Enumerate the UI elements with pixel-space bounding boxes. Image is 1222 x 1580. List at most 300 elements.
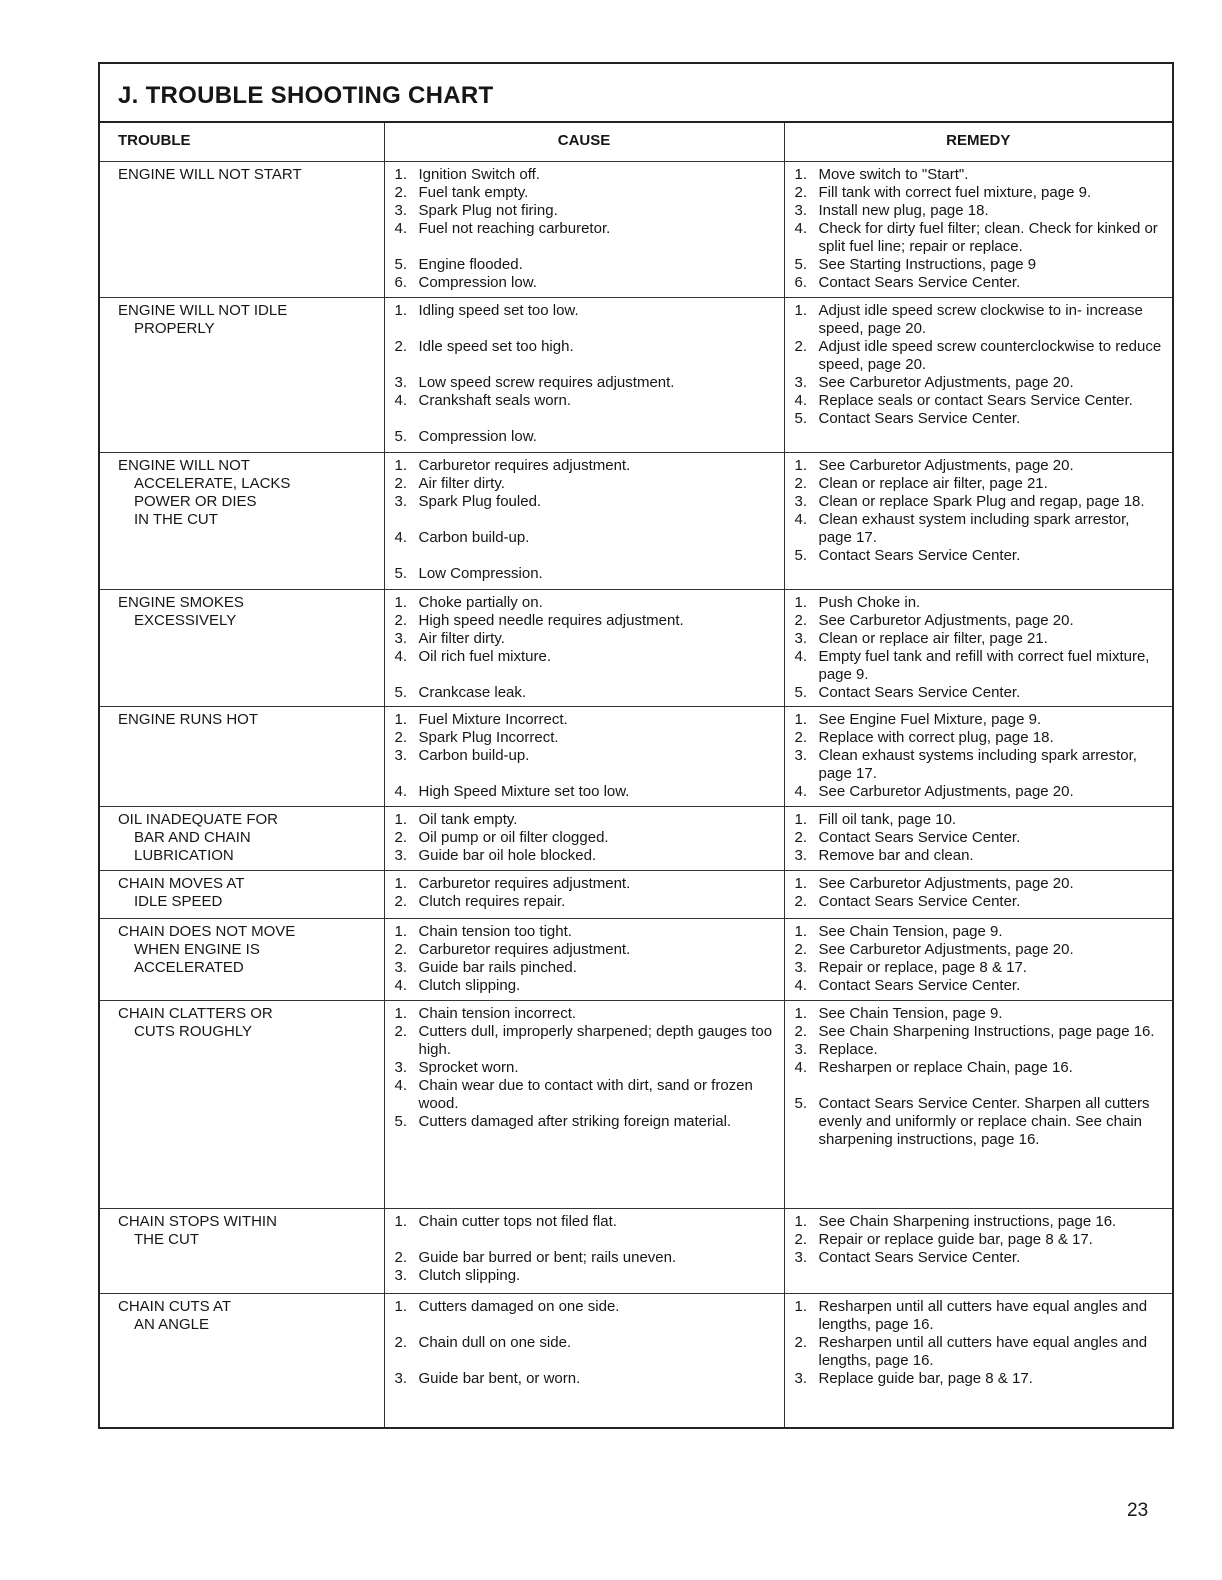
remedy-item-number: 5. (794, 256, 808, 273)
remedy-item (795, 511, 1167, 547)
remedy-column-header: REMEDY (784, 123, 1172, 162)
remedy-item (795, 1231, 1167, 1249)
cause-item-number: 1. (394, 811, 408, 828)
remedy-item-number: 4. (794, 783, 808, 800)
remedy-item-text: See Carburetor Adjustments, page 20. (818, 457, 1074, 474)
cause-item (395, 1249, 778, 1267)
remedy-item (795, 612, 1167, 630)
cause-item-number: 2. (394, 612, 408, 629)
remedy-item (795, 630, 1167, 648)
remedy-item-number: 1. (794, 923, 808, 940)
cause-item-number: 3. (394, 1370, 408, 1387)
trouble-cell (100, 590, 384, 707)
trouble-cell (100, 919, 384, 1001)
cause-item-text: Clutch slipping. (418, 977, 521, 994)
remedy-item-text: Check for dirty fuel filter; clean. Check for kinked or split fuel line; repair or replace. (818, 220, 1158, 255)
cause-item-text: Chain tension incorrect. (418, 1005, 577, 1022)
remedy-item-number: 3. (794, 959, 808, 976)
cause-cell (384, 1209, 784, 1294)
remedy-item-text: See Carburetor Adjustments, page 20. (818, 941, 1074, 958)
remedy-item-text: Contact Sears Service Center. (818, 977, 1021, 994)
cause-item (395, 711, 778, 729)
remedy-list (795, 711, 1167, 801)
cause-item-text: Crankcase leak. (418, 684, 527, 701)
cause-item-number: 4. (394, 1077, 408, 1094)
table-row (100, 298, 1172, 453)
cause-item-number: 4. (394, 977, 408, 994)
cause-item-text: Chain dull on one side. (418, 1334, 572, 1351)
table-row (100, 919, 1172, 1001)
cause-item-text: Cutters dull, improperly sharpened; depth gauges too high. (418, 1023, 773, 1058)
cause-item-number: 5. (394, 565, 408, 582)
trouble-text: ENGINE WILL NOT IDLE (118, 302, 288, 319)
remedy-cell (784, 1001, 1172, 1209)
remedy-item-text: Contact Sears Service Center. (818, 547, 1021, 564)
cause-item-number: 3. (394, 1267, 408, 1284)
remedy-list (795, 594, 1167, 702)
remedy-item-text: See Chain Sharpening instructions, page 16. (818, 1213, 1117, 1230)
cause-item (395, 302, 778, 320)
trouble-cell (100, 871, 384, 919)
remedy-item-number: 2. (794, 893, 808, 910)
cause-item-text: Low Compression. (418, 565, 543, 582)
remedy-item-number: 1. (794, 711, 808, 728)
cause-cell (384, 162, 784, 298)
remedy-cell (784, 707, 1172, 807)
cause-item (395, 648, 778, 666)
trouble-text: CHAIN CLATTERS OR (118, 1005, 273, 1022)
cause-item (395, 428, 778, 446)
cause-cell (384, 919, 784, 1001)
remedy-item-number: 2. (794, 338, 808, 355)
cause-list (395, 923, 778, 995)
remedy-item-text: See Carburetor Adjustments, page 20. (818, 374, 1074, 391)
cause-cell (384, 707, 784, 807)
cause-item-number: 5. (394, 428, 408, 445)
remedy-item-text: Replace guide bar, page 8 & 17. (818, 1370, 1033, 1387)
remedy-item-number: 1. (794, 302, 808, 319)
cause-item (395, 941, 778, 959)
remedy-cell (784, 298, 1172, 453)
cause-item (395, 829, 778, 847)
remedy-item (795, 977, 1167, 995)
remedy-list (795, 457, 1167, 565)
trouble-column-header: TROUBLE (100, 123, 384, 162)
remedy-item-number: 4. (794, 511, 808, 528)
cause-item-text: Cutters damaged on one side. (418, 1298, 620, 1315)
cause-cell (384, 1294, 784, 1427)
remedy-item-number: 1. (794, 1005, 808, 1022)
cause-item-text: Guide bar burred or bent; rails uneven. (418, 1249, 677, 1266)
remedy-item (795, 847, 1167, 865)
remedy-item (795, 1059, 1167, 1077)
cause-list (395, 875, 778, 911)
cause-item-text: Choke partially on. (418, 594, 543, 611)
cause-item-number: 2. (394, 941, 408, 958)
cause-item (395, 529, 778, 547)
remedy-item-number: 1. (794, 875, 808, 892)
cause-item-text: Sprocket worn. (418, 1059, 519, 1076)
cause-item-number: 5. (394, 684, 408, 701)
cause-item-text: Carburetor requires adjustment. (418, 875, 631, 892)
cause-item-number: 2. (394, 729, 408, 746)
cause-item-number: 4. (394, 529, 408, 546)
remedy-item (795, 875, 1167, 893)
header-row (100, 123, 1172, 162)
cause-item-text: Chain tension too tight. (418, 923, 572, 940)
remedy-cell (784, 807, 1172, 871)
cause-item (395, 1334, 778, 1352)
remedy-cell (784, 590, 1172, 707)
remedy-item-text: See Carburetor Adjustments, page 20. (818, 783, 1074, 800)
cause-item-number: 3. (394, 493, 408, 510)
trouble-text: IN THE CUT (134, 511, 218, 528)
remedy-item-number: 5. (794, 1095, 808, 1112)
remedy-item-number: 1. (794, 811, 808, 828)
cause-item-number: 3. (394, 630, 408, 647)
remedy-item-number: 3. (794, 630, 808, 647)
cause-item-text: Fuel not reaching carburetor. (418, 220, 611, 237)
remedy-item (795, 457, 1167, 475)
remedy-item-number: 3. (794, 1249, 808, 1266)
remedy-item (795, 684, 1167, 702)
cause-item-number: 1. (394, 166, 408, 183)
table-row (100, 162, 1172, 298)
remedy-item-number: 5. (794, 410, 808, 427)
remedy-list (795, 302, 1167, 428)
cause-item (395, 338, 778, 356)
trouble-text: IDLE SPEED (134, 893, 223, 910)
cause-cell (384, 807, 784, 871)
cause-item-number: 3. (394, 1059, 408, 1076)
remedy-item-number: 5. (794, 547, 808, 564)
cause-item-text: Oil rich fuel mixture. (418, 648, 552, 665)
trouble-cell (100, 162, 384, 298)
remedy-item-text: Contact Sears Service Center. (818, 1249, 1021, 1266)
cause-item (395, 256, 778, 274)
remedy-item-number: 4. (794, 392, 808, 409)
cause-item (395, 729, 778, 747)
remedy-item-number: 2. (794, 1334, 808, 1351)
cause-item-number: 2. (394, 338, 408, 355)
trouble-text: ENGINE WILL NOT (118, 457, 250, 474)
remedy-item-number: 4. (794, 977, 808, 994)
table-row (100, 1001, 1172, 1209)
remedy-item (795, 811, 1167, 829)
trouble-cell (100, 707, 384, 807)
remedy-item-number: 3. (794, 374, 808, 391)
table-row (100, 453, 1172, 590)
remedy-item (795, 1041, 1167, 1059)
trouble-text: CHAIN STOPS WITHIN (118, 1213, 277, 1230)
trouble-cell (100, 1209, 384, 1294)
remedy-item (795, 547, 1167, 565)
cause-item-text: Carbon build-up. (418, 747, 530, 764)
table-row (100, 871, 1172, 919)
cause-item-text: Fuel tank empty. (418, 184, 529, 201)
cause-item-number: 4. (394, 220, 408, 237)
cause-item-number: 1. (394, 1298, 408, 1315)
remedy-item (795, 729, 1167, 747)
remedy-item-text: Clean or replace Spark Plug and regap, page 18. (818, 493, 1145, 510)
remedy-item-text: Resharpen until all cutters have equal angles and lengths, page 16. (818, 1334, 1148, 1369)
cause-item (395, 847, 778, 865)
cause-item-text: Air filter dirty. (418, 475, 505, 492)
remedy-item-text: Resharpen until all cutters have equal angles and lengths, page 16. (818, 1298, 1148, 1333)
trouble-text: POWER OR DIES (134, 493, 257, 510)
cause-list (395, 811, 778, 865)
trouble-text: THE CUT (134, 1231, 199, 1248)
remedy-item-text: See Chain Tension, page 9. (818, 923, 1003, 940)
cause-item-number: 3. (394, 847, 408, 864)
trouble-text: ENGINE WILL NOT START (118, 166, 302, 183)
remedy-item-text: Remove bar and clean. (818, 847, 974, 864)
cause-item-number: 2. (394, 475, 408, 492)
cause-item-text: High Speed Mixture set too low. (418, 783, 630, 800)
trouble-text: BAR AND CHAIN (134, 829, 251, 846)
cause-item-number: 3. (394, 959, 408, 976)
remedy-cell (784, 871, 1172, 919)
cause-item (395, 875, 778, 893)
cause-item-number: 1. (394, 1213, 408, 1230)
remedy-item-text: See Starting Instructions, page 9 (818, 256, 1037, 273)
remedy-item-text: See Carburetor Adjustments, page 20. (818, 612, 1074, 629)
cause-item (395, 1077, 778, 1113)
remedy-item-number: 3. (794, 1041, 808, 1058)
remedy-item (795, 1249, 1167, 1267)
cause-item-number: 1. (394, 1005, 408, 1022)
cause-item (395, 594, 778, 612)
cause-item-text: Carburetor requires adjustment. (418, 457, 631, 474)
cause-item-text: Clutch slipping. (418, 1267, 521, 1284)
trouble-text: CHAIN MOVES AT (118, 875, 245, 892)
cause-item (395, 1267, 778, 1285)
trouble-text: ENGINE SMOKES (118, 594, 244, 611)
remedy-item-text: Repair or replace, page 8 & 17. (818, 959, 1027, 976)
cause-item-number: 4. (394, 648, 408, 665)
remedy-item-number: 3. (794, 1370, 808, 1387)
cause-item-text: Guide bar bent, or worn. (418, 1370, 581, 1387)
title-bar (100, 64, 1172, 123)
cause-item-number: 1. (394, 594, 408, 611)
cause-item (395, 166, 778, 184)
remedy-item (795, 1005, 1167, 1023)
remedy-item (795, 959, 1167, 977)
trouble-cell (100, 1294, 384, 1427)
remedy-item (795, 410, 1167, 428)
remedy-item-text: Contact Sears Service Center. (818, 893, 1021, 910)
remedy-item (795, 923, 1167, 941)
remedy-item-text: Contact Sears Service Center. (818, 829, 1021, 846)
remedy-cell (784, 919, 1172, 1001)
remedy-item-number: 4. (794, 220, 808, 237)
cause-item-number: 4. (394, 783, 408, 800)
remedy-item-number: 6. (794, 274, 808, 291)
cause-item-text: Compression low. (418, 274, 537, 291)
cause-item-text: Guide bar oil hole blocked. (418, 847, 597, 864)
remedy-item-text: See Engine Fuel Mixture, page 9. (818, 711, 1042, 728)
cause-item-text: Spark Plug not firing. (418, 202, 558, 219)
cause-item-text: Low speed screw requires adjustment. (418, 374, 675, 391)
cause-item (395, 475, 778, 493)
remedy-list (795, 1298, 1167, 1388)
remedy-item-number: 4. (794, 648, 808, 665)
cause-item-text: Chain wear due to contact with dirt, sand or frozen wood. (418, 1077, 753, 1112)
remedy-item (795, 941, 1167, 959)
cause-item (395, 1023, 778, 1059)
cause-item-text: Engine flooded. (418, 256, 523, 273)
trouble-text: AN ANGLE (134, 1316, 210, 1333)
cause-item-number: 1. (394, 923, 408, 940)
cause-item (395, 374, 778, 392)
remedy-item-number: 3. (794, 847, 808, 864)
remedy-item-text: Replace seals or contact Sears Service Center. (818, 392, 1133, 409)
cause-item (395, 1213, 778, 1231)
cause-cell (384, 871, 784, 919)
trouble-cell (100, 807, 384, 871)
page-title: J. TROUBLE SHOOTING CHART (118, 82, 494, 109)
cause-item-text: Chain cutter tops not filed flat. (418, 1213, 617, 1230)
page-number: 23 (1127, 1500, 1149, 1521)
cause-item-text: Oil pump or oil filter clogged. (418, 829, 609, 846)
cause-item-number: 5. (394, 256, 408, 273)
cause-item-number: 2. (394, 893, 408, 910)
remedy-item-number: 1. (794, 166, 808, 183)
remedy-item-text: See Carburetor Adjustments, page 20. (818, 875, 1074, 892)
remedy-item-text: Resharpen or replace Chain, page 16. (818, 1059, 1073, 1076)
remedy-item (795, 594, 1167, 612)
cause-item (395, 457, 778, 475)
cause-item (395, 1113, 778, 1131)
cause-item (395, 630, 778, 648)
cause-item (395, 493, 778, 511)
cause-item (395, 1298, 778, 1316)
remedy-item-text: Contact Sears Service Center. (818, 684, 1021, 701)
remedy-item-number: 5. (794, 684, 808, 701)
remedy-item-text: Clean or replace air filter, page 21. (818, 630, 1048, 647)
cause-item (395, 202, 778, 220)
cause-item-text: Spark Plug fouled. (418, 493, 542, 510)
remedy-item-text: Replace. (818, 1041, 878, 1058)
cause-item (395, 392, 778, 410)
remedy-item-text: Contact Sears Service Center. Sharpen all cutters evenly and uniformly or replace chain. See chain sharpening instructions, page 16. (818, 1095, 1150, 1148)
table-row (100, 590, 1172, 707)
remedy-item (795, 220, 1167, 256)
remedy-item-text: Push Choke in. (818, 594, 921, 611)
remedy-item (795, 747, 1167, 783)
cause-item-text: Carbon build-up. (418, 529, 530, 546)
remedy-cell (784, 453, 1172, 590)
trouble-text: ENGINE RUNS HOT (118, 711, 259, 728)
remedy-cell (784, 162, 1172, 298)
cause-item-number: 3. (394, 747, 408, 764)
remedy-item (795, 166, 1167, 184)
table-row (100, 1209, 1172, 1294)
remedy-item-number: 1. (794, 1213, 808, 1230)
cause-list (395, 594, 778, 702)
remedy-item-text: Empty fuel tank and refill with correct fuel mixture, page 9. (818, 648, 1150, 683)
cause-list (395, 457, 778, 583)
remedy-item (795, 1213, 1167, 1231)
remedy-item (795, 302, 1167, 338)
cause-item-text: Idling speed set too low. (418, 302, 579, 319)
cause-item (395, 684, 778, 702)
troubleshooting-table (100, 123, 1172, 1427)
remedy-list (795, 166, 1167, 292)
cause-item-number: 2. (394, 184, 408, 201)
cause-item-text: Guide bar rails pinched. (418, 959, 577, 976)
remedy-item-number: 2. (794, 1231, 808, 1248)
remedy-cell (784, 1209, 1172, 1294)
cause-list (395, 1213, 778, 1285)
remedy-item (795, 783, 1167, 801)
cause-item (395, 923, 778, 941)
cause-item-number: 3. (394, 202, 408, 219)
cause-cell (384, 1001, 784, 1209)
remedy-item-text: Clean exhaust system including spark arrestor, page 17. (818, 511, 1130, 546)
remedy-item-text: Contact Sears Service Center. (818, 274, 1021, 291)
cause-item-number: 1. (394, 711, 408, 728)
remedy-item-number: 1. (794, 457, 808, 474)
remedy-item (795, 475, 1167, 493)
remedy-item (795, 338, 1167, 374)
remedy-item (795, 711, 1167, 729)
remedy-item (795, 1370, 1167, 1388)
remedy-item-number: 3. (794, 493, 808, 510)
remedy-item-number: 1. (794, 1298, 808, 1315)
cause-item (395, 959, 778, 977)
remedy-item (795, 893, 1167, 911)
cause-item-number: 1. (394, 875, 408, 892)
remedy-list (795, 1213, 1167, 1267)
cause-item-text: Idle speed set too high. (418, 338, 574, 355)
remedy-cell (784, 1294, 1172, 1427)
trouble-text: ACCELERATED (134, 959, 244, 976)
cause-item (395, 184, 778, 202)
remedy-item-text: See Chain Tension, page 9. (818, 1005, 1003, 1022)
remedy-item-text: Repair or replace guide bar, page 8 & 17. (818, 1231, 1093, 1248)
remedy-item-text: Fill tank with correct fuel mixture, page 9. (818, 184, 1092, 201)
cause-item-number: 5. (394, 1113, 408, 1130)
remedy-item (795, 1095, 1167, 1149)
cause-item-number: 2. (394, 829, 408, 846)
trouble-text: EXCESSIVELY (134, 612, 237, 629)
cause-column-header: CAUSE (384, 123, 784, 162)
cause-item (395, 274, 778, 292)
table-body (100, 162, 1172, 1427)
remedy-item (795, 184, 1167, 202)
table-row (100, 807, 1172, 871)
cause-item-number: 2. (394, 1023, 408, 1040)
remedy-item (795, 1298, 1167, 1334)
cause-item-text: Spark Plug Incorrect. (418, 729, 559, 746)
cause-item (395, 612, 778, 630)
cause-item-number: 1. (394, 457, 408, 474)
trouble-cell (100, 298, 384, 453)
trouble-text: PROPERLY (134, 320, 215, 337)
remedy-item-text: Install new plug, page 18. (818, 202, 989, 219)
trouble-text: CUTS ROUGHLY (134, 1023, 253, 1040)
cause-item (395, 1005, 778, 1023)
remedy-item-number: 2. (794, 184, 808, 201)
cause-list (395, 1005, 778, 1131)
remedy-item-number: 2. (794, 612, 808, 629)
cause-item-number: 3. (394, 374, 408, 391)
trouble-text: CHAIN CUTS AT (118, 1298, 232, 1315)
remedy-item-text: Adjust idle speed screw clockwise to in- increase speed, page 20. (818, 302, 1143, 337)
trouble-text: ACCELERATE, LACKS (134, 475, 291, 492)
remedy-list (795, 1005, 1167, 1149)
